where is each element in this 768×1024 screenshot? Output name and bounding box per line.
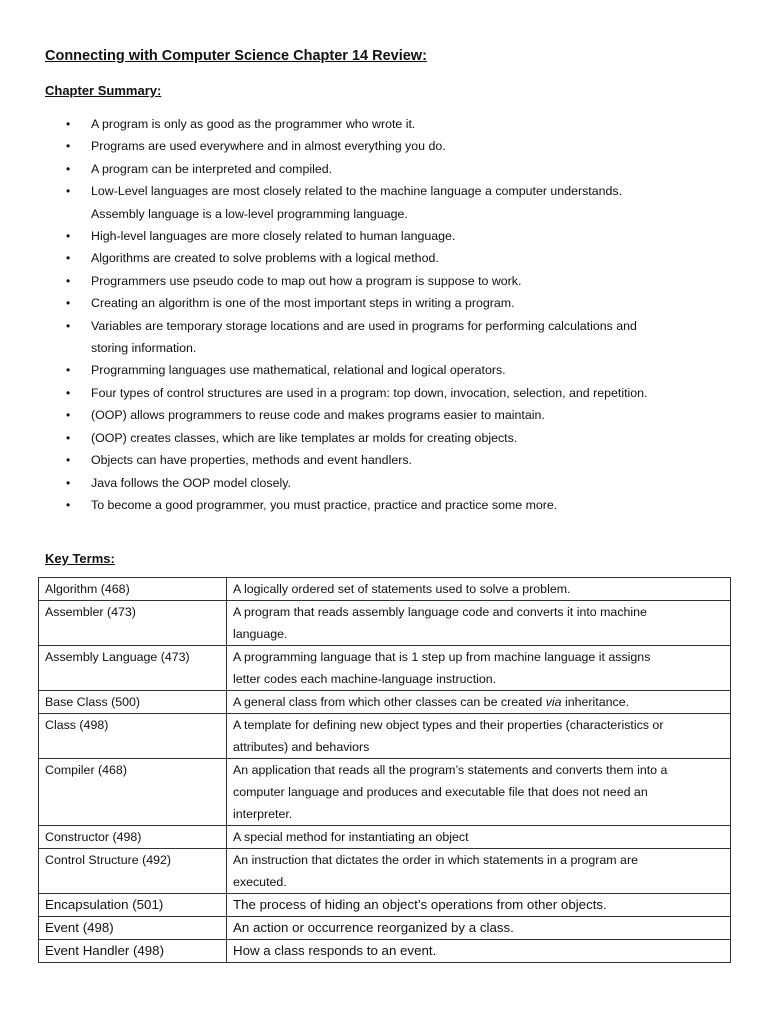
- summary-item: [0, 135, 768, 157]
- summary-item: [0, 113, 768, 135]
- bullet-icon: •: [66, 273, 71, 288]
- table-row: [39, 714, 731, 759]
- summary-item: [0, 225, 768, 247]
- key-terms-table: [38, 577, 731, 963]
- summary-item: [0, 359, 768, 381]
- definition-text: executed.: [233, 875, 287, 889]
- key-term: Base Class (500): [39, 691, 227, 714]
- bullet-icon: •: [66, 161, 71, 176]
- table-row: [39, 578, 731, 601]
- key-term: Constructor (498): [39, 826, 227, 849]
- key-term-definition: [227, 759, 731, 826]
- table-row: [39, 826, 731, 849]
- definition-text: interpreter.: [233, 807, 293, 821]
- summary-item: [0, 382, 768, 404]
- summary-item: [0, 292, 768, 314]
- summary-item: [0, 158, 768, 180]
- key-term-definition: [227, 714, 731, 759]
- bullet-icon: •: [66, 408, 71, 423]
- document-title: Connecting with Computer Science Chapter 14 Review:: [45, 48, 427, 64]
- key-term-definition: [227, 601, 731, 646]
- bullet-icon: •: [66, 475, 71, 490]
- summary-item-text: A program can be interpreted and compiled.: [91, 161, 333, 176]
- summary-item: [0, 270, 768, 292]
- bullet-icon: •: [66, 251, 71, 266]
- definition-text: A template for defining new object types and their properties (characteristics or: [233, 718, 664, 732]
- key-term-definition: [227, 646, 731, 691]
- summary-item: [0, 404, 768, 426]
- summary-item-text: Java follows the OOP model closely.: [91, 475, 291, 490]
- summary-item-text: Variables are temporary storage locations and are used in programs for performing calculations and: [91, 318, 637, 333]
- summary-item: [0, 494, 768, 516]
- definition-text: letter codes each machine-language instruction.: [233, 672, 497, 686]
- summary-item-text: Creating an algorithm is one of the most important steps in writing a program.: [91, 296, 515, 311]
- definition-text: An action or occurrence reorganized by a class.: [233, 920, 514, 935]
- key-term-definition: [227, 578, 731, 601]
- definition-text: computer language and produces and executable file that does not need an: [233, 785, 648, 799]
- table-row: [39, 759, 731, 826]
- chapter-summary-heading: Chapter Summary:: [45, 83, 162, 98]
- definition-text: A programming language that is 1 step up from machine language it assigns: [233, 650, 651, 664]
- key-term: Encapsulation (501): [39, 894, 227, 917]
- bullet-icon: •: [66, 363, 71, 378]
- summary-item-text: High-level languages are more closely related to human language.: [91, 229, 456, 244]
- summary-item-text: Low-Level languages are most closely related to the machine language a computer understands.: [91, 184, 623, 199]
- key-term-definition: [227, 826, 731, 849]
- summary-item-text: Four types of control structures are used in a program: top down, invocation, selection, and repetition.: [91, 385, 648, 400]
- table-row: [39, 849, 731, 894]
- key-term: Class (498): [39, 714, 227, 759]
- summary-item-text: To become a good programmer, you must practice, practice and practice some more.: [91, 497, 558, 512]
- table-row: [39, 691, 731, 714]
- key-term-definition: [227, 940, 731, 963]
- definition-text: A general class from which other classes can be created: [233, 695, 546, 709]
- bullet-icon: •: [66, 385, 71, 400]
- summary-item-text: Programmers use pseudo code to map out how a program is suppose to work.: [91, 273, 522, 288]
- key-term: Assembler (473): [39, 601, 227, 646]
- definition-text: How a class responds to an event.: [233, 943, 437, 958]
- summary-item: [0, 449, 768, 471]
- key-term: Event (498): [39, 917, 227, 940]
- key-term-definition: [227, 849, 731, 894]
- summary-item: [0, 427, 768, 449]
- definition-text: The process of hiding an object’s operations from other objects.: [233, 897, 607, 912]
- key-term: Compiler (468): [39, 759, 227, 826]
- table-row: [39, 601, 731, 646]
- definition-text: A program that reads assembly language code and converts it into machine: [233, 605, 647, 619]
- bullet-icon: •: [66, 497, 71, 512]
- key-terms-heading: Key Terms:: [45, 551, 115, 566]
- bullet-icon: •: [66, 296, 71, 311]
- summary-item-text: A program is only as good as the programmer who wrote it.: [91, 117, 416, 131]
- key-term: Control Structure (492): [39, 849, 227, 894]
- table-row: [39, 940, 731, 963]
- definition-text: A logically ordered set of statements used to solve a problem.: [233, 582, 571, 596]
- summary-item-text: Assembly language is a low-level programming language.: [91, 206, 408, 221]
- key-term-definition: [227, 691, 731, 714]
- definition-text: inheritance.: [561, 695, 630, 709]
- summary-item-text: Algorithms are created to solve problems with a logical method.: [91, 251, 439, 266]
- bullet-icon: •: [66, 318, 71, 333]
- summary-item: [0, 180, 768, 225]
- definition-text: An instruction that dictates the order in which statements in a program are: [233, 853, 638, 867]
- definition-text: language.: [233, 627, 288, 641]
- bullet-icon: •: [66, 430, 71, 445]
- key-term: Assembly Language (473): [39, 646, 227, 691]
- definition-text: A special method for instantiating an object: [233, 830, 469, 844]
- definition-text: An application that reads all the program’s statements and converts them into a: [233, 763, 668, 777]
- summary-item: [0, 472, 768, 494]
- table-row: [39, 917, 731, 940]
- bullet-icon: •: [66, 453, 71, 468]
- bullet-icon: •: [66, 229, 71, 244]
- summary-item-text: storing information.: [91, 341, 197, 356]
- summary-item: [0, 315, 768, 360]
- summary-item-text: Programming languages use mathematical, relational and logical operators.: [91, 363, 506, 378]
- table-row: [39, 646, 731, 691]
- summary-item-text: (OOP) creates classes, which are like templates ar molds for creating objects.: [91, 430, 518, 445]
- summary-item: [0, 247, 768, 269]
- bullet-icon: •: [66, 184, 71, 199]
- chapter-summary-list: [0, 113, 768, 516]
- summary-item-text: (OOP) allows programmers to reuse code and makes programs easier to maintain.: [91, 408, 545, 423]
- key-term-definition: [227, 894, 731, 917]
- bullet-icon: •: [66, 139, 71, 154]
- definition-text: attributes) and behaviors: [233, 740, 370, 754]
- table-row: [39, 894, 731, 917]
- key-term: Event Handler (498): [39, 940, 227, 963]
- summary-item-text: Objects can have properties, methods and event handlers.: [91, 453, 412, 468]
- summary-item-text: Programs are used everywhere and in almost everything you do.: [91, 139, 446, 154]
- key-term-definition: [227, 917, 731, 940]
- definition-text: via: [545, 695, 562, 709]
- bullet-icon: •: [66, 117, 71, 131]
- key-term: Algorithm (468): [39, 578, 227, 601]
